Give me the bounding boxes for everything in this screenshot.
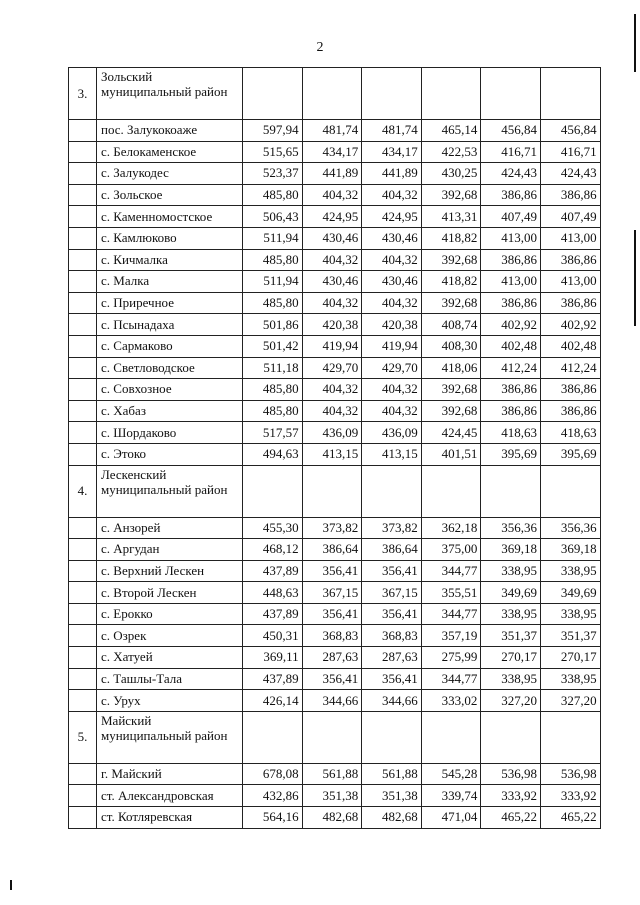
value-cell: 275,99 [421,647,481,669]
empty-cell [69,357,97,379]
table-row [69,422,601,444]
district-row [69,711,601,763]
value-cell: 386,86 [540,249,600,271]
value-cell: 545,28 [421,763,481,785]
settlement-name: ст. Александровская [97,785,243,807]
value-cell: 418,82 [421,271,481,293]
settlement-name: с. Хатуей [97,647,243,669]
value-cell: 485,80 [243,292,303,314]
value-cell: 434,17 [302,141,362,163]
empty-cell [69,625,97,647]
value-cell: 515,65 [243,141,303,163]
value-cell: 356,36 [481,517,541,539]
row-index: 3. [69,68,97,120]
value-cell: 511,18 [243,357,303,379]
empty-cell [421,711,481,763]
value-cell: 424,43 [540,163,600,185]
value-cell: 418,82 [421,227,481,249]
value-cell: 420,38 [362,314,422,336]
settlement-name: с. Сармаково [97,335,243,357]
scan-mark [634,14,636,72]
value-cell: 356,41 [302,668,362,690]
settlement-name: с. Ташлы-Тала [97,668,243,690]
value-cell: 404,32 [362,379,422,401]
empty-cell [69,785,97,807]
value-cell: 404,32 [302,249,362,271]
table-row [69,314,601,336]
value-cell: 441,89 [362,163,422,185]
value-cell: 430,46 [302,227,362,249]
value-cell: 386,86 [540,400,600,422]
value-cell: 465,22 [540,807,600,829]
settlement-name: с. Этоко [97,443,243,465]
value-cell: 424,95 [302,206,362,228]
value-cell: 404,32 [362,292,422,314]
value-cell: 351,38 [362,785,422,807]
value-cell: 404,32 [302,292,362,314]
value-cell: 351,37 [481,625,541,647]
value-cell: 408,74 [421,314,481,336]
settlement-name: с. Шордаково [97,422,243,444]
value-cell: 356,41 [302,560,362,582]
value-cell: 564,16 [243,807,303,829]
empty-cell [69,690,97,712]
value-cell: 373,82 [302,517,362,539]
empty-cell [243,68,303,120]
table-row [69,120,601,142]
value-cell: 678,08 [243,763,303,785]
value-cell: 450,31 [243,625,303,647]
table-row [69,292,601,314]
value-cell: 270,17 [540,647,600,669]
empty-cell [69,807,97,829]
value-cell: 485,80 [243,379,303,401]
value-cell: 424,45 [421,422,481,444]
table-row [69,785,601,807]
empty-cell [69,163,97,185]
value-cell: 404,32 [302,400,362,422]
table-row [69,647,601,669]
empty-cell [69,184,97,206]
settlement-name: пос. Залукокоаже [97,120,243,142]
settlement-name: с. Кичмалка [97,249,243,271]
table-body [69,68,601,829]
value-cell: 430,25 [421,163,481,185]
value-cell: 456,84 [540,120,600,142]
value-cell: 369,11 [243,647,303,669]
value-cell: 418,63 [540,422,600,444]
table-row [69,443,601,465]
value-cell: 392,68 [421,379,481,401]
value-cell: 386,64 [302,539,362,561]
row-index: 5. [69,711,97,763]
value-cell: 386,86 [540,184,600,206]
empty-cell [362,68,422,120]
value-cell: 344,66 [302,690,362,712]
table-row [69,141,601,163]
settlement-name: с. Псынадаха [97,314,243,336]
table-row [69,206,601,228]
value-cell: 287,63 [302,647,362,669]
value-cell: 426,14 [243,690,303,712]
value-cell: 404,32 [362,400,422,422]
value-cell: 338,95 [481,560,541,582]
value-cell: 485,80 [243,400,303,422]
settlement-name: с. Анзорей [97,517,243,539]
value-cell: 404,32 [302,379,362,401]
value-cell: 373,82 [362,517,422,539]
value-cell: 413,00 [481,227,541,249]
settlement-name: с. Зольское [97,184,243,206]
value-cell: 351,37 [540,625,600,647]
empty-cell [69,422,97,444]
value-cell: 367,15 [362,582,422,604]
value-cell: 501,86 [243,314,303,336]
district-row [69,68,601,120]
value-cell: 407,49 [540,206,600,228]
settlement-name: с. Светловодское [97,357,243,379]
value-cell: 416,71 [540,141,600,163]
value-cell: 344,77 [421,603,481,625]
empty-cell [69,141,97,163]
table-row [69,184,601,206]
value-cell: 338,95 [540,603,600,625]
table-row [69,807,601,829]
value-cell: 418,63 [481,422,541,444]
value-cell: 424,43 [481,163,541,185]
value-cell: 412,24 [540,357,600,379]
value-cell: 413,15 [362,443,422,465]
value-cell: 430,46 [362,227,422,249]
value-cell: 386,86 [481,249,541,271]
value-cell: 338,95 [481,668,541,690]
value-cell: 404,32 [302,184,362,206]
value-cell: 402,92 [481,314,541,336]
value-cell: 368,83 [362,625,422,647]
value-cell: 404,32 [362,249,422,271]
empty-cell [243,711,303,763]
value-cell: 413,31 [421,206,481,228]
table-row [69,582,601,604]
value-cell: 338,95 [540,560,600,582]
value-cell: 339,74 [421,785,481,807]
value-cell: 430,46 [362,271,422,293]
empty-cell [69,120,97,142]
table-row [69,335,601,357]
value-cell: 437,89 [243,560,303,582]
value-cell: 392,68 [421,184,481,206]
value-cell: 418,06 [421,357,481,379]
table-row [69,690,601,712]
table-row [69,625,601,647]
value-cell: 468,12 [243,539,303,561]
value-cell: 386,64 [362,539,422,561]
value-cell: 402,92 [540,314,600,336]
value-cell: 481,74 [362,120,422,142]
value-cell: 436,09 [362,422,422,444]
value-cell: 404,32 [362,184,422,206]
value-cell: 386,86 [481,400,541,422]
empty-cell [481,465,541,517]
empty-cell [540,68,600,120]
empty-cell [69,560,97,582]
empty-cell [421,68,481,120]
settlement-name: с. Камлюково [97,227,243,249]
value-cell: 455,30 [243,517,303,539]
value-cell: 429,70 [302,357,362,379]
value-cell: 511,94 [243,227,303,249]
empty-cell [69,292,97,314]
value-cell: 362,18 [421,517,481,539]
value-cell: 338,95 [540,668,600,690]
value-cell: 485,80 [243,249,303,271]
district-name: Майский муниципальный район [97,711,243,763]
table-row [69,379,601,401]
table-row [69,400,601,422]
settlement-name: с. Белокаменское [97,141,243,163]
table-row [69,249,601,271]
value-cell: 419,94 [302,335,362,357]
empty-cell [481,68,541,120]
value-cell: 434,17 [362,141,422,163]
value-cell: 465,14 [421,120,481,142]
value-cell: 448,63 [243,582,303,604]
value-cell: 386,86 [540,292,600,314]
settlement-name: с. Ерокко [97,603,243,625]
value-cell: 369,18 [481,539,541,561]
table-row [69,163,601,185]
table-row [69,560,601,582]
value-cell: 420,38 [302,314,362,336]
settlement-name: с. Малка [97,271,243,293]
value-cell: 413,15 [302,443,362,465]
settlement-name: с. Совхозное [97,379,243,401]
value-cell: 465,22 [481,807,541,829]
value-cell: 422,53 [421,141,481,163]
table-row [69,539,601,561]
value-cell: 511,94 [243,271,303,293]
value-cell: 386,86 [481,379,541,401]
value-cell: 287,63 [362,647,422,669]
value-cell: 402,48 [481,335,541,357]
settlement-name: с. Верхний Лескен [97,560,243,582]
settlement-name: с. Приречное [97,292,243,314]
value-cell: 402,48 [540,335,600,357]
empty-cell [69,539,97,561]
empty-cell [362,711,422,763]
value-cell: 395,69 [481,443,541,465]
value-cell: 357,19 [421,625,481,647]
value-cell: 561,88 [302,763,362,785]
value-cell: 482,68 [302,807,362,829]
settlement-name: с. Аргудан [97,539,243,561]
value-cell: 367,15 [302,582,362,604]
value-cell: 356,36 [540,517,600,539]
empty-cell [362,465,422,517]
value-cell: 517,57 [243,422,303,444]
value-cell: 392,68 [421,249,481,271]
value-cell: 424,95 [362,206,422,228]
value-cell: 413,00 [481,271,541,293]
value-cell: 392,68 [421,292,481,314]
value-cell: 356,41 [362,668,422,690]
value-cell: 349,69 [481,582,541,604]
table-row [69,357,601,379]
empty-cell [69,227,97,249]
page-number: 2 [316,40,324,55]
value-cell: 333,02 [421,690,481,712]
empty-cell [69,582,97,604]
scan-mark [10,880,12,890]
empty-cell [69,271,97,293]
value-cell: 597,94 [243,120,303,142]
value-cell: 333,92 [481,785,541,807]
value-cell: 333,92 [540,785,600,807]
tariff-table [68,67,601,829]
empty-cell [302,465,362,517]
empty-cell [302,68,362,120]
table-row [69,517,601,539]
empty-cell [69,206,97,228]
empty-cell [302,711,362,763]
value-cell: 481,74 [302,120,362,142]
value-cell: 485,80 [243,184,303,206]
value-cell: 386,86 [481,184,541,206]
value-cell: 356,41 [302,603,362,625]
value-cell: 344,66 [362,690,422,712]
value-cell: 416,71 [481,141,541,163]
empty-cell [69,603,97,625]
empty-cell [540,711,600,763]
row-index: 4. [69,465,97,517]
value-cell: 437,89 [243,603,303,625]
value-cell: 392,68 [421,400,481,422]
empty-cell [69,400,97,422]
value-cell: 349,69 [540,582,600,604]
district-row [69,465,601,517]
value-cell: 419,94 [362,335,422,357]
settlement-name: с. Каменномостское [97,206,243,228]
value-cell: 327,20 [481,690,541,712]
empty-cell [421,465,481,517]
table-row [69,668,601,690]
value-cell: 441,89 [302,163,362,185]
value-cell: 395,69 [540,443,600,465]
value-cell: 408,30 [421,335,481,357]
settlement-name: с. Залукодес [97,163,243,185]
empty-cell [69,647,97,669]
value-cell: 456,84 [481,120,541,142]
value-cell: 432,86 [243,785,303,807]
table-row [69,271,601,293]
value-cell: 536,98 [481,763,541,785]
value-cell: 413,00 [540,227,600,249]
value-cell: 482,68 [362,807,422,829]
value-cell: 471,04 [421,807,481,829]
value-cell: 523,37 [243,163,303,185]
value-cell: 437,89 [243,668,303,690]
value-cell: 344,77 [421,668,481,690]
value-cell: 338,95 [481,603,541,625]
district-name: Зольский муниципальный район [97,68,243,120]
empty-cell [69,668,97,690]
value-cell: 407,49 [481,206,541,228]
settlement-name: с. Хабаз [97,400,243,422]
value-cell: 401,51 [421,443,481,465]
value-cell: 356,41 [362,560,422,582]
value-cell: 430,46 [302,271,362,293]
value-cell: 436,09 [302,422,362,444]
value-cell: 429,70 [362,357,422,379]
empty-cell [243,465,303,517]
empty-cell [481,711,541,763]
value-cell: 412,24 [481,357,541,379]
empty-cell [69,335,97,357]
value-cell: 501,42 [243,335,303,357]
value-cell: 386,86 [540,379,600,401]
table-row [69,763,601,785]
district-name: Лескенский муниципальный район [97,465,243,517]
settlement-name: ст. Котляревская [97,807,243,829]
value-cell: 494,63 [243,443,303,465]
value-cell: 561,88 [362,763,422,785]
empty-cell [69,314,97,336]
settlement-name: с. Второй Лескен [97,582,243,604]
value-cell: 270,17 [481,647,541,669]
value-cell: 375,00 [421,539,481,561]
value-cell: 506,43 [243,206,303,228]
value-cell: 536,98 [540,763,600,785]
table-row [69,603,601,625]
empty-cell [69,517,97,539]
empty-cell [69,379,97,401]
value-cell: 386,86 [481,292,541,314]
value-cell: 355,51 [421,582,481,604]
settlement-name: с. Урух [97,690,243,712]
empty-cell [69,763,97,785]
value-cell: 413,00 [540,271,600,293]
settlement-name: г. Майский [97,763,243,785]
empty-cell [69,249,97,271]
value-cell: 356,41 [362,603,422,625]
value-cell: 369,18 [540,539,600,561]
settlement-name: с. Озрек [97,625,243,647]
value-cell: 368,83 [302,625,362,647]
value-cell: 327,20 [540,690,600,712]
empty-cell [540,465,600,517]
table-row [69,227,601,249]
value-cell: 344,77 [421,560,481,582]
empty-cell [69,443,97,465]
scan-mark [634,230,636,326]
value-cell: 351,38 [302,785,362,807]
